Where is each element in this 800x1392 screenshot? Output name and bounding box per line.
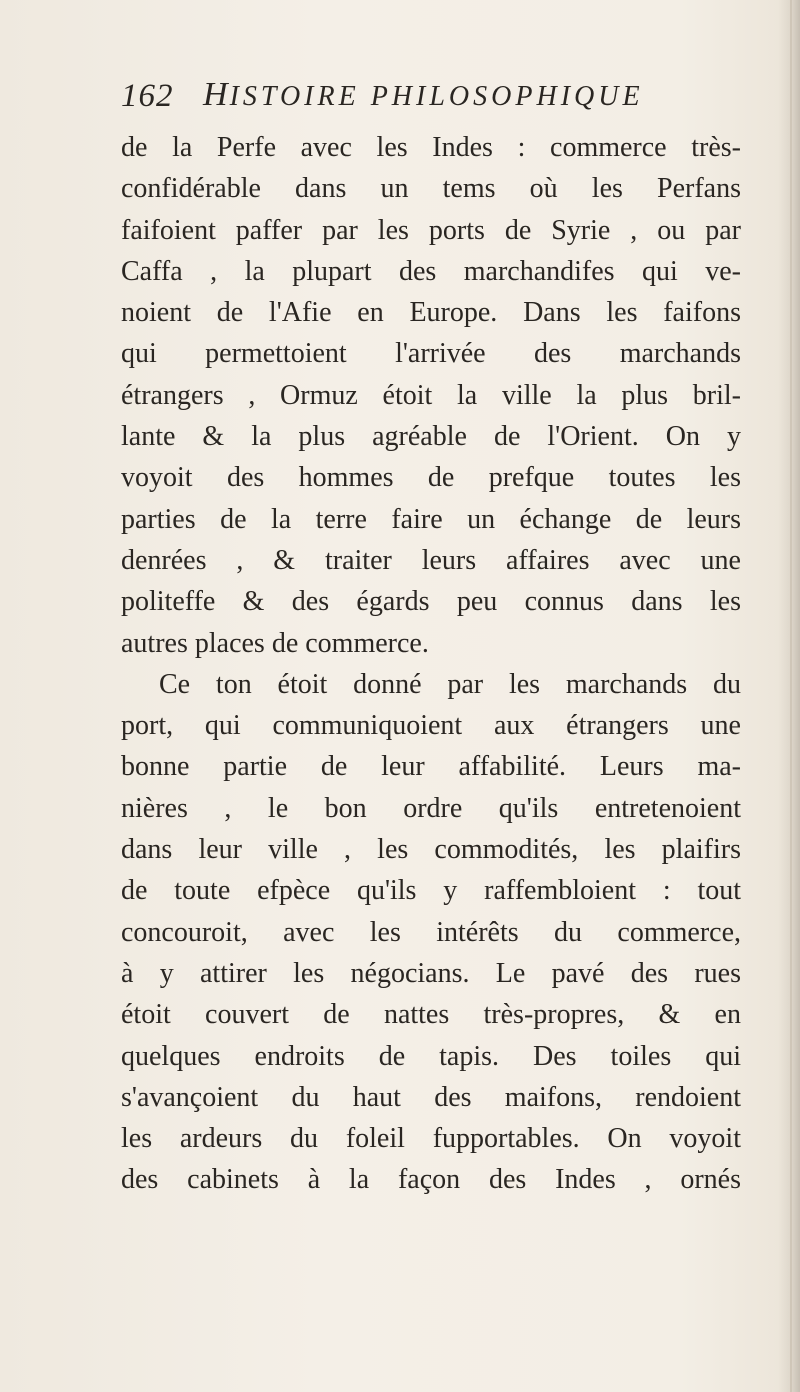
- running-title-initial: H: [203, 76, 230, 113]
- text-line: parties de la terre faire un échange de leurs: [121, 503, 741, 535]
- paragraph-start-line: Ce ton étoit donné par les marchands du: [159, 668, 741, 700]
- text-line: de la Perfe avec les Indes : commerce très-: [121, 132, 741, 163]
- text-line: faifoient paffer par les ports de Syrie , ou par: [121, 214, 741, 246]
- text-line: qui permettoient l'arrivée des marchands: [121, 338, 741, 370]
- text-line: politeffe & des égards peu connus dans les: [121, 586, 741, 618]
- text-line: voyoit des hommes de prefque toutes les: [121, 462, 741, 494]
- text-line: s'avançoient du haut des maifons, rendoient: [121, 1081, 741, 1113]
- text-line: étoit couvert de nattes très-propres, & en: [121, 999, 741, 1031]
- text-line: dans leur ville , les commodités, les plaifirs: [121, 834, 741, 866]
- text-line: les ardeurs du foleil fupportables. On voyoit: [121, 1123, 741, 1155]
- text-line: port, qui communiquoient aux étrangers une: [121, 710, 741, 742]
- text-line: denrées , & traiter leurs affaires avec une: [121, 544, 741, 576]
- text-line: de toute efpèce qu'ils y raffembloient : tout: [121, 875, 741, 907]
- text-line: noient de l'Afie en Europe. Dans les faifons: [121, 297, 741, 329]
- text-line: des cabinets à la façon des Indes , ornés: [121, 1164, 741, 1196]
- page-edge-shadow: [778, 0, 800, 1392]
- text-line: étrangers , Ormuz étoit la ville la plus bril-: [121, 379, 741, 411]
- page-header: [121, 70, 741, 120]
- text-line: à y attirer les négocians. Le pavé des rues: [121, 957, 741, 989]
- text-line: confidérable dans un tems où les Perfans: [121, 173, 741, 205]
- text-line: quelques endroits de tapis. Des toiles qui: [121, 1040, 741, 1072]
- body-text: [121, 127, 741, 1201]
- text-line: Caffa , la plupart des marchandifes qui ve-: [121, 255, 741, 287]
- running-title: [203, 76, 644, 114]
- text-line: concouroit, avec les intérêts du commerce,: [121, 916, 741, 948]
- running-title-rest: ISTOIRE PHILOSOPHIQUE: [229, 81, 644, 112]
- text-line: bonne partie de leur affabilité. Leurs ma-: [121, 751, 741, 783]
- page-number: 162: [121, 78, 174, 114]
- text-line: nières , le bon ordre qu'ils entretenoient: [121, 792, 741, 824]
- paragraph-end-line: autres places de commerce.: [121, 627, 429, 659]
- page-edge-line: [790, 0, 792, 1392]
- text-line: lante & la plus agréable de l'Orient. On y: [121, 421, 741, 453]
